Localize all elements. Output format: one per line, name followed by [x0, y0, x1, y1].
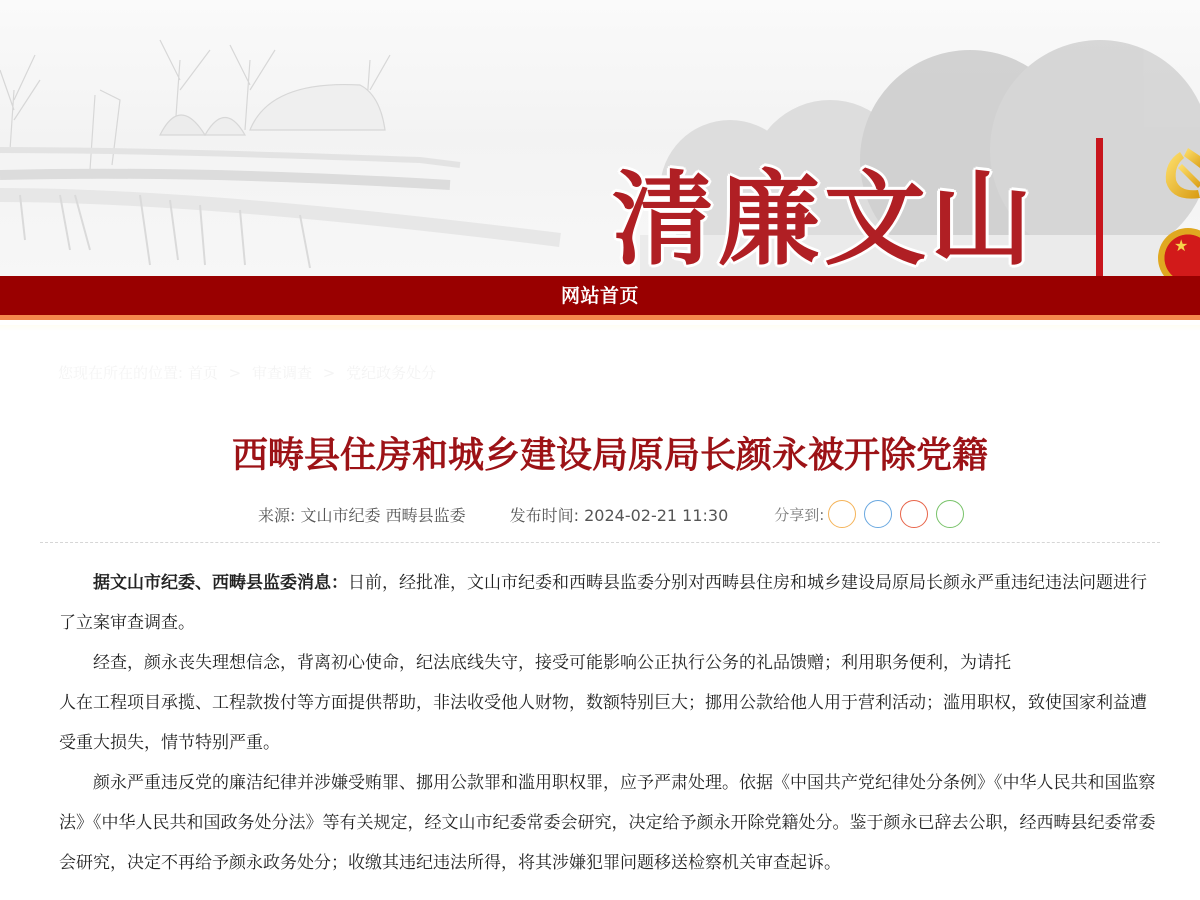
breadcrumb [58, 362, 436, 383]
article-body [59, 563, 1161, 883]
share-weibo-icon[interactable] [828, 500, 856, 528]
source-value: 文山市纪委 西畴县监委 [300, 505, 466, 525]
breadcrumb-separator: > [228, 364, 242, 382]
national-emblem-icon: ★ [1158, 228, 1200, 276]
article-meta [258, 499, 972, 529]
paragraph-first-line: 经查，颜永丧失理想信念，背离初心使命，纪法底线失守，接受可能影响公正执行公务的礼品馈赠；利用职务便利，为请托 [93, 653, 1011, 673]
article-source [258, 503, 466, 526]
banner-village-sketch [0, 0, 620, 276]
site-title-logo: 清廉文山 [612, 160, 1036, 276]
paragraph-text: 颜永严重违反党的廉洁纪律并涉嫌受贿罪、挪用公款罪和滥用职权罪，应予严肃处理。依据《中国共产党纪律处分条例》《中华人民共和国监察法》《中华人民共和国政务处分法》等有关规定，经文山市纪委常委会研究，决定给予颜永开除党籍处分。鉴于颜永已辞去公职，经西畴县纪委常委会研究，决定不再给予颜永政务处分；收缴其违纪违法所得，将其涉嫌犯罪问题移送检察机关审查起诉。 [59, 773, 1156, 873]
time-label: 发布时间: [509, 505, 579, 525]
share-douban-icon[interactable] [900, 500, 928, 528]
site-banner [0, 0, 1200, 276]
source-label: 来源: [258, 505, 296, 525]
meta-divider [40, 542, 1160, 543]
article-title: 西畴县住房和城乡建设局原局长颜永被开除党籍 [231, 435, 988, 476]
share-qq-icon[interactable] [864, 500, 892, 528]
paragraph-text: 日前，经批准，文山市纪委和西畴县监委分别对西畴县住房和城乡建设局原局长颜永严重违纪违法问题进行了立案审查调查。 [59, 573, 1147, 633]
main-navigation [0, 276, 1200, 320]
paragraph-text: 人在工程项目承揽、工程款拨付等方面提供帮助，非法收受他人财物，数额特别巨大；挪用公款给他人用于营利活动；滥用职权，致使国家利益遭受重大损失，情节特别严重。 [59, 693, 1147, 753]
article-paragraph-1 [59, 563, 1161, 643]
nav-shadow [0, 325, 1200, 331]
share-label: 分享到: [774, 505, 825, 524]
breadcrumb-separator: > [322, 364, 336, 382]
article-paragraph-2 [59, 643, 1161, 763]
party-emblem-icon [1158, 142, 1200, 202]
article-publish-time [510, 503, 729, 526]
breadcrumb-review-investigation[interactable]: 审查调查 [252, 364, 313, 382]
banner-divider [1096, 138, 1103, 276]
paragraph-lead: 据文山市纪委、西畴县监委消息： [93, 573, 348, 593]
time-value: 2024-02-21 11:30 [584, 505, 729, 525]
breadcrumb-prefix: 您现在所在的位置: [58, 364, 184, 382]
article-paragraph-3 [59, 763, 1161, 883]
breadcrumb-discipline-sanctions[interactable]: 党纪政务处分 [346, 364, 437, 382]
breadcrumb-home[interactable]: 首页 [187, 364, 218, 382]
nav-home-link[interactable]: 网站首页 [560, 285, 639, 307]
share-wechat-icon[interactable] [936, 500, 964, 528]
